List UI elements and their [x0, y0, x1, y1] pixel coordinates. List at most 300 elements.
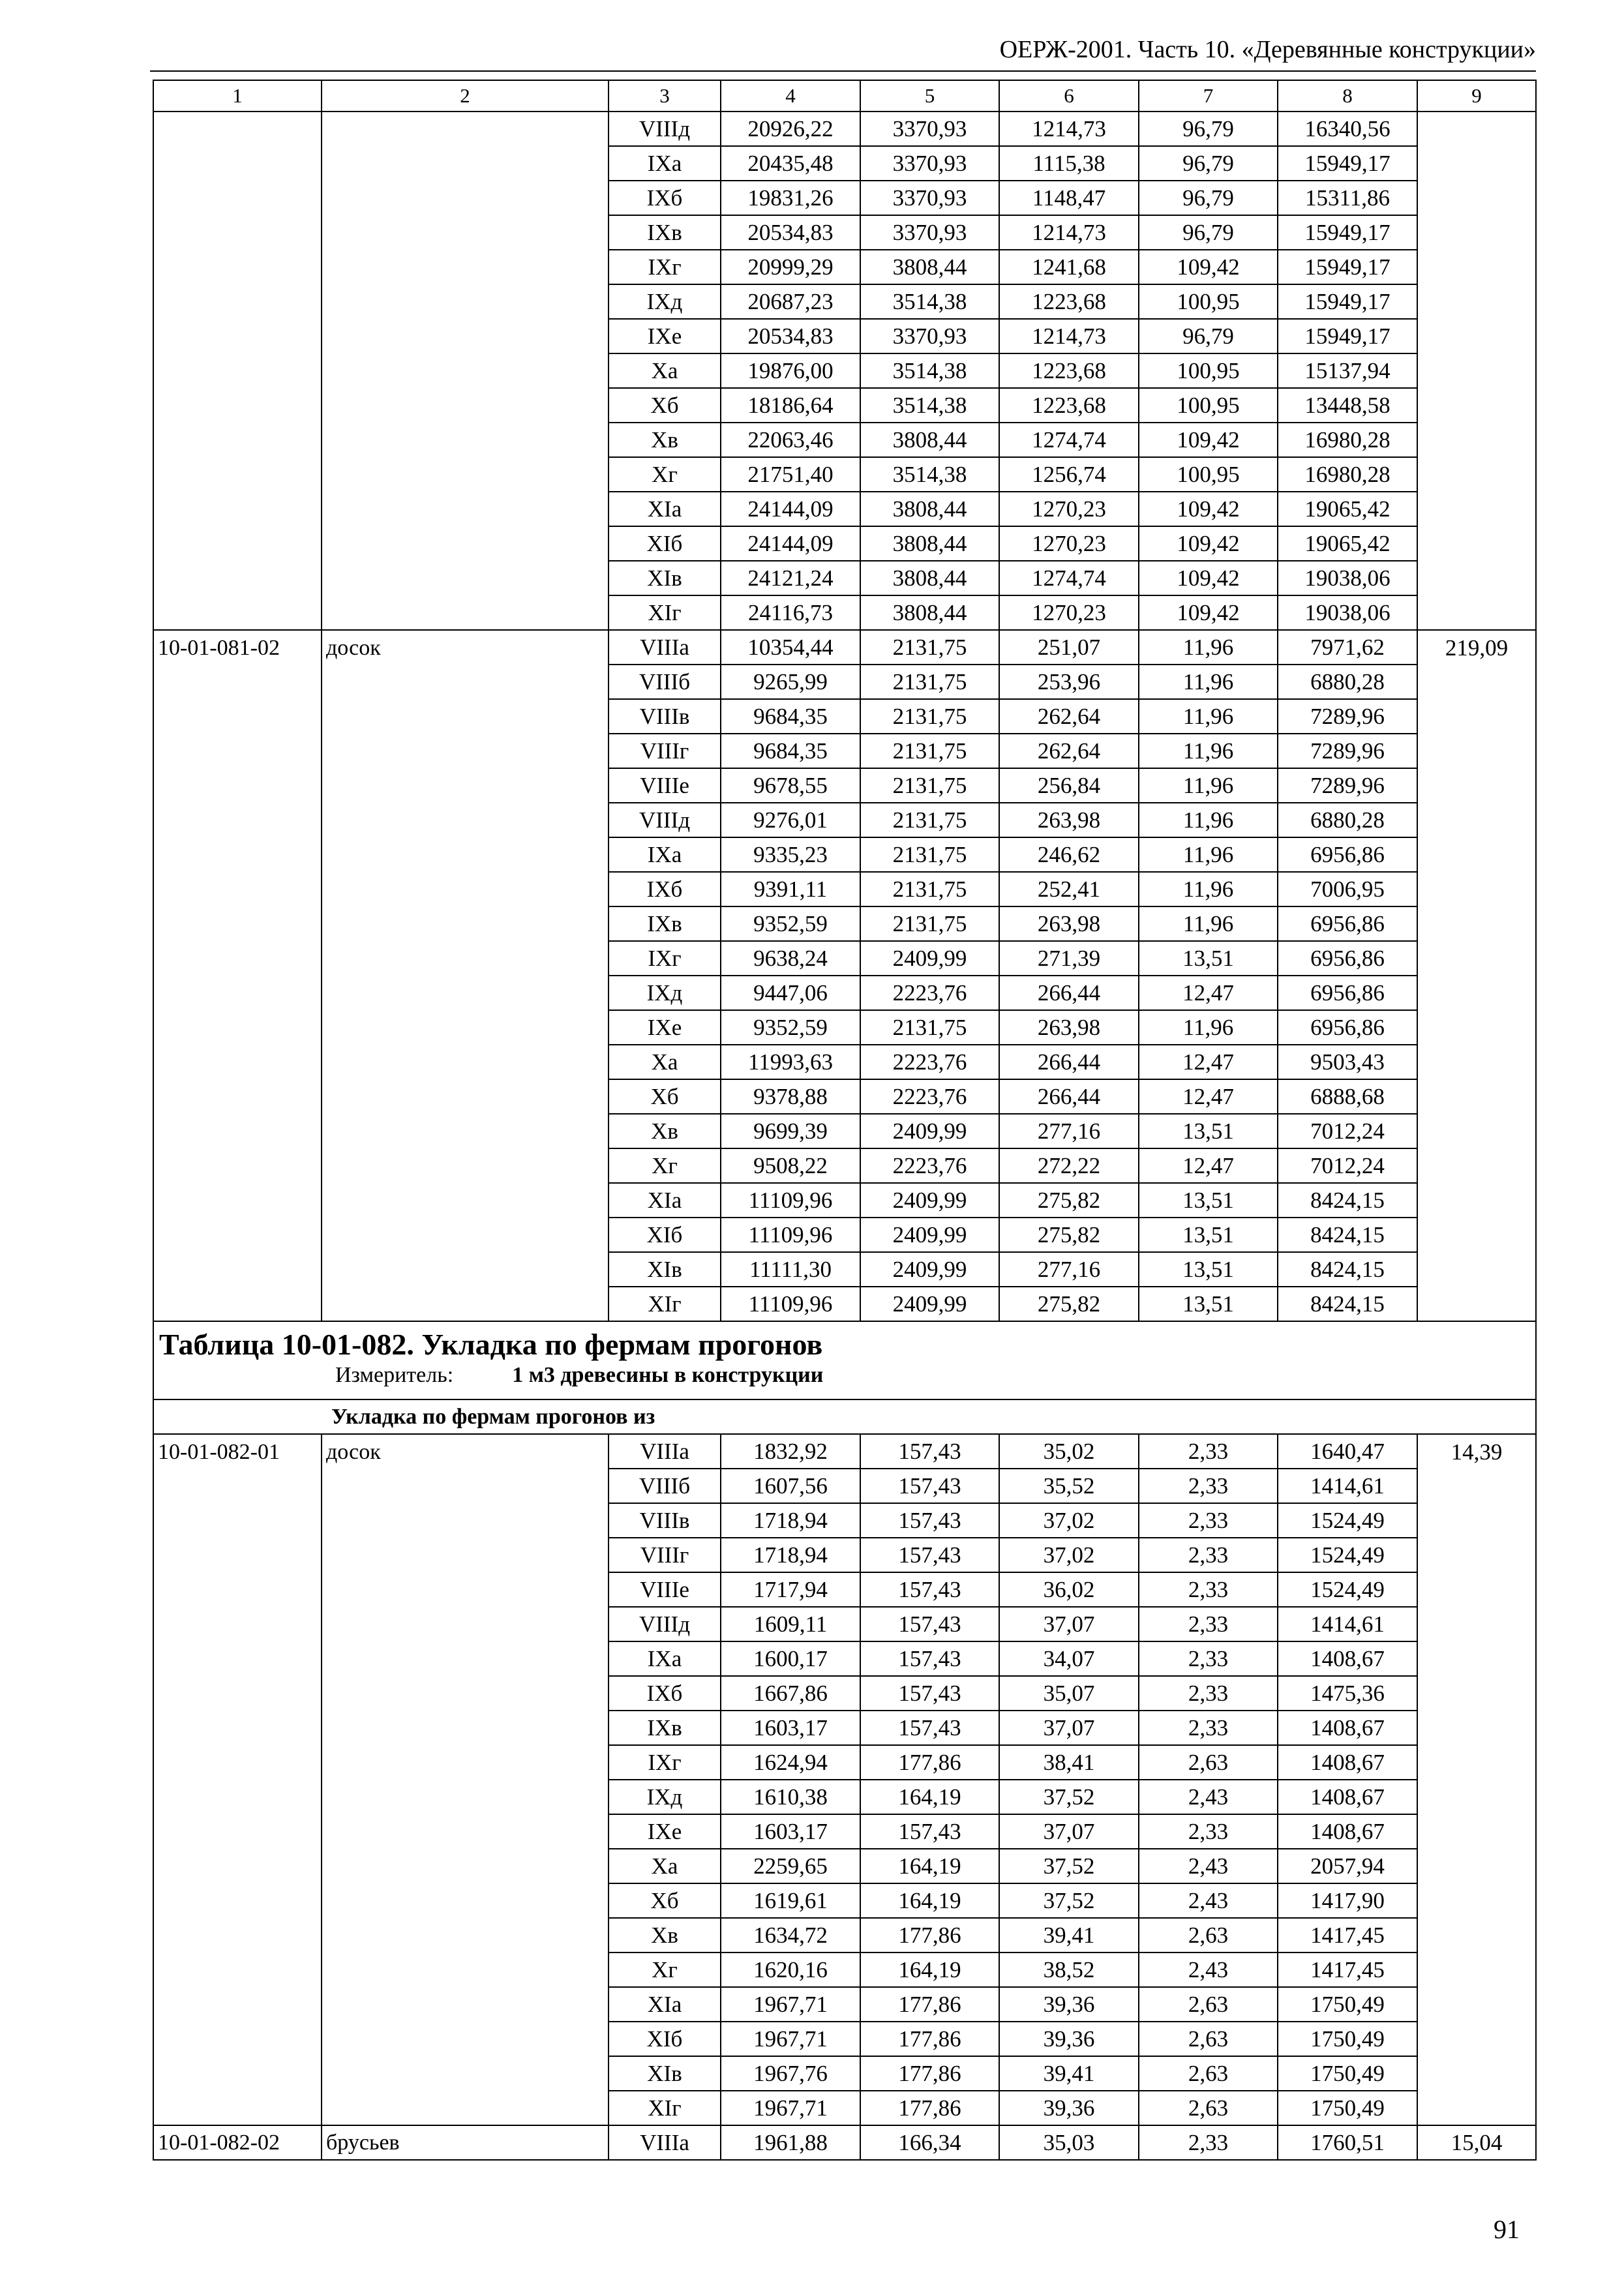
table-row	[153, 941, 1536, 976]
code-cell	[153, 837, 322, 872]
machine-cell: 1214,73	[999, 112, 1139, 146]
table-body-top	[153, 80, 1536, 112]
total-cost-cell: 2259,65	[721, 1849, 860, 1883]
machine-cell: 37,07	[999, 1607, 1139, 1641]
table-row	[153, 1079, 1536, 1114]
total-cost-cell: 1961,88	[721, 2125, 860, 2160]
machine-cell: 39,41	[999, 1918, 1139, 1952]
wage-cell: 2131,75	[860, 906, 999, 941]
total-cost-cell: 20687,23	[721, 284, 860, 319]
table-row	[153, 526, 1536, 561]
code-cell	[153, 1572, 322, 1607]
machinist-wage-cell: 12,47	[1139, 1079, 1278, 1114]
machinist-wage-cell: 2,43	[1139, 1883, 1278, 1918]
wage-cell: 2409,99	[860, 941, 999, 976]
labor-cell	[1417, 1538, 1536, 1572]
zone-cell: VIIIд	[609, 112, 721, 146]
machinist-wage-cell: 109,42	[1139, 423, 1278, 457]
total-cost-cell: 11109,96	[721, 1287, 860, 1321]
code-cell	[153, 1952, 322, 1987]
code-cell	[153, 423, 322, 457]
material-cell: 8424,15	[1278, 1287, 1417, 1321]
table-row	[153, 215, 1536, 250]
material-cell: 6888,68	[1278, 1079, 1417, 1114]
material-cell: 1524,49	[1278, 1572, 1417, 1607]
machinist-wage-cell: 2,33	[1139, 1538, 1278, 1572]
labor-cell	[1417, 1572, 1536, 1607]
machinist-wage-cell: 13,51	[1139, 1114, 1278, 1148]
labor-cell	[1417, 1952, 1536, 1987]
zone-cell: XIа	[609, 1183, 721, 1218]
name-cell	[322, 1218, 609, 1252]
column-number-row	[153, 80, 1536, 112]
zone-cell: Xа	[609, 1849, 721, 1883]
code-cell	[153, 1745, 322, 1780]
machine-cell: 271,39	[999, 941, 1139, 976]
zone-cell: VIIIд	[609, 803, 721, 837]
material-cell: 19038,06	[1278, 561, 1417, 595]
total-cost-cell: 11993,63	[721, 1045, 860, 1079]
labor-cell: 14,39	[1417, 1434, 1536, 1469]
labor-cell	[1417, 388, 1536, 423]
total-cost-cell: 1619,61	[721, 1883, 860, 1918]
labor-cell	[1417, 1469, 1536, 1503]
machine-cell: 266,44	[999, 1045, 1139, 1079]
code-cell	[153, 1114, 322, 1148]
machinist-wage-cell: 12,47	[1139, 976, 1278, 1010]
material-cell: 8424,15	[1278, 1218, 1417, 1252]
name-cell	[322, 976, 609, 1010]
machine-cell: 35,02	[999, 1434, 1139, 1469]
table-row	[153, 1607, 1536, 1641]
machinist-wage-cell: 2,63	[1139, 1745, 1278, 1780]
code-cell	[153, 1676, 322, 1711]
total-cost-cell: 1607,56	[721, 1469, 860, 1503]
material-cell: 1417,90	[1278, 1883, 1417, 1918]
code-cell	[153, 1252, 322, 1287]
code-cell	[153, 1469, 322, 1503]
zone-cell: Xг	[609, 457, 721, 492]
material-cell: 15311,86	[1278, 181, 1417, 215]
column-number: 8	[1278, 80, 1417, 112]
wage-cell: 3514,38	[860, 284, 999, 319]
zone-cell: Xв	[609, 423, 721, 457]
zone-cell: XIв	[609, 561, 721, 595]
name-cell	[322, 388, 609, 423]
labor-cell	[1417, 595, 1536, 630]
total-cost-cell: 22063,46	[721, 423, 860, 457]
name-cell	[322, 319, 609, 353]
code-cell	[153, 1218, 322, 1252]
machinist-wage-cell: 100,95	[1139, 388, 1278, 423]
name-cell	[322, 284, 609, 319]
labor-cell	[1417, 1849, 1536, 1883]
table-row	[153, 561, 1536, 595]
wage-cell: 2131,75	[860, 803, 999, 837]
wage-cell: 157,43	[860, 1711, 999, 1745]
column-number: 4	[721, 80, 860, 112]
table-row	[153, 2091, 1536, 2125]
wage-cell: 2223,76	[860, 1079, 999, 1114]
material-cell: 6956,86	[1278, 906, 1417, 941]
labor-cell	[1417, 1114, 1536, 1148]
material-cell: 1524,49	[1278, 1538, 1417, 1572]
wage-cell: 3808,44	[860, 250, 999, 284]
table-row	[153, 1711, 1536, 1745]
table-row	[153, 665, 1536, 699]
wage-cell: 2409,99	[860, 1183, 999, 1218]
wage-cell: 157,43	[860, 1641, 999, 1676]
machine-cell: 263,98	[999, 803, 1139, 837]
name-cell	[322, 1010, 609, 1045]
table-row	[153, 492, 1536, 526]
labor-cell	[1417, 457, 1536, 492]
wage-cell: 3370,93	[860, 112, 999, 146]
machine-cell: 263,98	[999, 906, 1139, 941]
code-cell	[153, 353, 322, 388]
wage-cell: 157,43	[860, 1538, 999, 1572]
zone-cell: IXе	[609, 1010, 721, 1045]
name-cell	[322, 2022, 609, 2056]
table-row	[153, 1434, 1536, 1469]
table-row	[153, 1183, 1536, 1218]
name-cell	[322, 837, 609, 872]
machine-cell: 256,84	[999, 768, 1139, 803]
code-cell	[153, 181, 322, 215]
wage-cell: 164,19	[860, 1883, 999, 1918]
labor-cell	[1417, 1814, 1536, 1849]
total-cost-cell: 1717,94	[721, 1572, 860, 1607]
code-cell	[153, 215, 322, 250]
zone-cell: Xг	[609, 1148, 721, 1183]
name-cell	[322, 1849, 609, 1883]
total-cost-cell: 9447,06	[721, 976, 860, 1010]
wage-cell: 2409,99	[860, 1114, 999, 1148]
labor-cell	[1417, 1148, 1536, 1183]
labor-cell	[1417, 1780, 1536, 1814]
machine-cell: 1274,74	[999, 561, 1139, 595]
table-row	[153, 1676, 1536, 1711]
total-cost-cell: 1609,11	[721, 1607, 860, 1641]
code-cell	[153, 665, 322, 699]
name-cell	[322, 250, 609, 284]
table-unit	[335, 1363, 1530, 1388]
zone-cell: IXв	[609, 906, 721, 941]
zone-cell: IXа	[609, 146, 721, 181]
zone-cell: XIв	[609, 1252, 721, 1287]
machinist-wage-cell: 11,96	[1139, 803, 1278, 837]
table-row	[153, 1538, 1536, 1572]
machine-cell: 37,02	[999, 1538, 1139, 1572]
code-cell	[153, 1987, 322, 2022]
wage-cell: 2409,99	[860, 1287, 999, 1321]
table-row	[153, 1952, 1536, 1987]
machinist-wage-cell: 11,96	[1139, 630, 1278, 665]
machinist-wage-cell: 100,95	[1139, 353, 1278, 388]
machine-cell: 35,07	[999, 1676, 1139, 1711]
material-cell: 7012,24	[1278, 1114, 1417, 1148]
zone-cell: VIIIв	[609, 1503, 721, 1538]
name-cell	[322, 1952, 609, 1987]
machine-cell: 39,41	[999, 2056, 1139, 2091]
unit-label: Измеритель:	[335, 1363, 454, 1387]
labor-cell	[1417, 837, 1536, 872]
code-cell	[153, 1538, 322, 1572]
wage-cell: 2131,75	[860, 872, 999, 906]
machine-cell: 262,64	[999, 734, 1139, 768]
code-cell	[153, 1503, 322, 1538]
material-cell: 2057,94	[1278, 1849, 1417, 1883]
total-cost-cell: 1967,71	[721, 1987, 860, 2022]
total-cost-cell: 1967,71	[721, 2022, 860, 2056]
zone-cell: VIIIб	[609, 665, 721, 699]
total-cost-cell: 20534,83	[721, 319, 860, 353]
table-row	[153, 2056, 1536, 2091]
code-cell	[153, 388, 322, 423]
zone-cell: IXа	[609, 1641, 721, 1676]
total-cost-cell: 11111,30	[721, 1252, 860, 1287]
wage-cell: 3370,93	[860, 181, 999, 215]
machinist-wage-cell: 2,33	[1139, 1607, 1278, 1641]
machinist-wage-cell: 12,47	[1139, 1148, 1278, 1183]
wage-cell: 3514,38	[860, 457, 999, 492]
zone-cell: VIIIа	[609, 2125, 721, 2160]
machine-cell: 263,98	[999, 1010, 1139, 1045]
zone-cell: VIIIв	[609, 699, 721, 734]
total-cost-cell: 9684,35	[721, 734, 860, 768]
code-cell	[153, 1287, 322, 1321]
zone-cell: IXв	[609, 215, 721, 250]
wage-cell: 2131,75	[860, 630, 999, 665]
labor-cell	[1417, 1252, 1536, 1287]
zone-cell: XIа	[609, 1987, 721, 2022]
wage-cell: 157,43	[860, 1814, 999, 1849]
wage-cell: 2409,99	[860, 1218, 999, 1252]
wage-cell: 157,43	[860, 1572, 999, 1607]
material-cell: 1750,49	[1278, 2022, 1417, 2056]
labor-cell	[1417, 112, 1536, 146]
table-row	[153, 906, 1536, 941]
material-cell: 7289,96	[1278, 699, 1417, 734]
wage-cell: 2131,75	[860, 734, 999, 768]
name-cell: брусьев	[322, 2125, 609, 2160]
unit-value: 1 м3 древесины в конструкции	[512, 1363, 824, 1387]
labor-cell	[1417, 1918, 1536, 1952]
material-cell: 1417,45	[1278, 1952, 1417, 1987]
table-row	[153, 1114, 1536, 1148]
zone-cell: IXг	[609, 941, 721, 976]
code-cell	[153, 803, 322, 837]
wage-cell: 3514,38	[860, 353, 999, 388]
table-row	[153, 1045, 1536, 1079]
table-row	[153, 1287, 1536, 1321]
total-cost-cell: 21751,40	[721, 457, 860, 492]
table-title-row	[153, 1321, 1536, 1399]
table-row	[153, 1745, 1536, 1780]
labor-cell	[1417, 526, 1536, 561]
machinist-wage-cell: 96,79	[1139, 112, 1278, 146]
zone-cell: VIIIа	[609, 630, 721, 665]
total-cost-cell: 24121,24	[721, 561, 860, 595]
zone-cell: IXв	[609, 1711, 721, 1745]
code-cell	[153, 457, 322, 492]
zone-cell: VIIIд	[609, 1607, 721, 1641]
labor-cell	[1417, 1045, 1536, 1079]
material-cell: 7289,96	[1278, 734, 1417, 768]
code-cell	[153, 1607, 322, 1641]
total-cost-cell: 1967,76	[721, 2056, 860, 2091]
material-cell: 7971,62	[1278, 630, 1417, 665]
table-subheading: Укладка по фермам прогонов из	[153, 1399, 1536, 1434]
wage-cell: 164,19	[860, 1952, 999, 1987]
total-cost-cell: 9678,55	[721, 768, 860, 803]
zone-cell: XIг	[609, 2091, 721, 2125]
table-row	[153, 1572, 1536, 1607]
wage-cell: 2223,76	[860, 1045, 999, 1079]
table-row	[153, 457, 1536, 492]
material-cell: 7289,96	[1278, 768, 1417, 803]
code-cell	[153, 1010, 322, 1045]
labor-cell	[1417, 1607, 1536, 1641]
material-cell: 15949,17	[1278, 319, 1417, 353]
table-row	[153, 1849, 1536, 1883]
machine-cell: 1270,23	[999, 595, 1139, 630]
material-cell: 1414,61	[1278, 1607, 1417, 1641]
material-cell: 6956,86	[1278, 941, 1417, 976]
labor-cell	[1417, 1711, 1536, 1745]
material-cell: 19038,06	[1278, 595, 1417, 630]
table-row	[153, 423, 1536, 457]
code-cell	[153, 526, 322, 561]
name-cell	[322, 215, 609, 250]
machinist-wage-cell: 12,47	[1139, 1045, 1278, 1079]
name-cell	[322, 1287, 609, 1321]
running-header: ОЕРЖ-2001. Часть 10. «Деревянные конструкции»	[999, 36, 1536, 63]
labor-cell	[1417, 250, 1536, 284]
code-cell	[153, 1780, 322, 1814]
code-cell	[153, 1183, 322, 1218]
machine-cell: 39,36	[999, 2022, 1139, 2056]
column-number: 7	[1139, 80, 1278, 112]
name-cell	[322, 1114, 609, 1148]
wage-cell: 157,43	[860, 1469, 999, 1503]
zone-cell: IXб	[609, 872, 721, 906]
code-cell	[153, 2022, 322, 2056]
code-cell	[153, 1918, 322, 1952]
total-cost-cell: 1718,94	[721, 1503, 860, 1538]
labor-cell	[1417, 492, 1536, 526]
machinist-wage-cell: 2,33	[1139, 1434, 1278, 1469]
name-cell	[322, 1745, 609, 1780]
name-cell	[322, 1572, 609, 1607]
machinist-wage-cell: 11,96	[1139, 768, 1278, 803]
group-10-01-082-01	[153, 1434, 1536, 2125]
total-cost-cell: 9352,59	[721, 1010, 860, 1045]
name-cell	[322, 1676, 609, 1711]
name-cell	[322, 181, 609, 215]
code-cell	[153, 284, 322, 319]
total-cost-cell: 1634,72	[721, 1918, 860, 1952]
name-cell	[322, 2056, 609, 2091]
name-cell	[322, 768, 609, 803]
table-row	[153, 112, 1536, 146]
machinist-wage-cell: 13,51	[1139, 1183, 1278, 1218]
machinist-wage-cell: 109,42	[1139, 561, 1278, 595]
material-cell: 6880,28	[1278, 803, 1417, 837]
material-cell: 1750,49	[1278, 1987, 1417, 2022]
table-row	[153, 1148, 1536, 1183]
labor-cell	[1417, 976, 1536, 1010]
zone-cell: Xг	[609, 1952, 721, 1987]
name-cell	[322, 353, 609, 388]
zone-cell: IXд	[609, 1780, 721, 1814]
labor-cell	[1417, 1883, 1536, 1918]
zone-cell: Xб	[609, 388, 721, 423]
machinist-wage-cell: 11,96	[1139, 837, 1278, 872]
labor-cell	[1417, 665, 1536, 699]
machinist-wage-cell: 2,33	[1139, 1503, 1278, 1538]
name-cell	[322, 1148, 609, 1183]
name-cell	[322, 595, 609, 630]
machine-cell: 1223,68	[999, 388, 1139, 423]
name-cell	[322, 1045, 609, 1079]
machinist-wage-cell: 13,51	[1139, 1218, 1278, 1252]
total-cost-cell: 1603,17	[721, 1814, 860, 1849]
material-cell: 6956,86	[1278, 976, 1417, 1010]
wage-cell: 177,86	[860, 2056, 999, 2091]
zone-cell: XIа	[609, 492, 721, 526]
wage-cell: 157,43	[860, 1676, 999, 1711]
machinist-wage-cell: 2,33	[1139, 1641, 1278, 1676]
machine-cell: 34,07	[999, 1641, 1139, 1676]
wage-cell: 164,19	[860, 1780, 999, 1814]
labor-cell	[1417, 872, 1536, 906]
code-cell	[153, 1883, 322, 1918]
zone-cell: IXд	[609, 976, 721, 1010]
zone-cell: XIв	[609, 2056, 721, 2091]
table-subheading-row	[153, 1399, 1536, 1434]
machine-cell: 266,44	[999, 976, 1139, 1010]
labor-cell	[1417, 146, 1536, 181]
code-cell: 10-01-081-02	[153, 630, 322, 665]
material-cell: 1408,67	[1278, 1711, 1417, 1745]
machinist-wage-cell: 2,33	[1139, 1572, 1278, 1607]
column-number: 1	[153, 80, 322, 112]
name-cell	[322, 2091, 609, 2125]
machine-cell: 1148,47	[999, 181, 1139, 215]
wage-cell: 157,43	[860, 1503, 999, 1538]
machine-cell: 37,52	[999, 1883, 1139, 1918]
wage-cell: 177,86	[860, 2022, 999, 2056]
table-row	[153, 388, 1536, 423]
labor-cell	[1417, 215, 1536, 250]
name-cell	[322, 561, 609, 595]
material-cell: 16340,56	[1278, 112, 1417, 146]
zone-cell: VIIIа	[609, 1434, 721, 1469]
material-cell: 7006,95	[1278, 872, 1417, 906]
labor-cell	[1417, 1641, 1536, 1676]
header-rule	[150, 70, 1536, 72]
table-row	[153, 1918, 1536, 1952]
zone-cell: VIIIб	[609, 1469, 721, 1503]
material-cell: 1760,51	[1278, 2125, 1417, 2160]
material-cell: 13448,58	[1278, 388, 1417, 423]
wage-cell: 177,86	[860, 1987, 999, 2022]
wage-cell: 2409,99	[860, 1252, 999, 1287]
zone-cell: IXб	[609, 1676, 721, 1711]
total-cost-cell: 11109,96	[721, 1183, 860, 1218]
wage-cell: 157,43	[860, 1434, 999, 1469]
